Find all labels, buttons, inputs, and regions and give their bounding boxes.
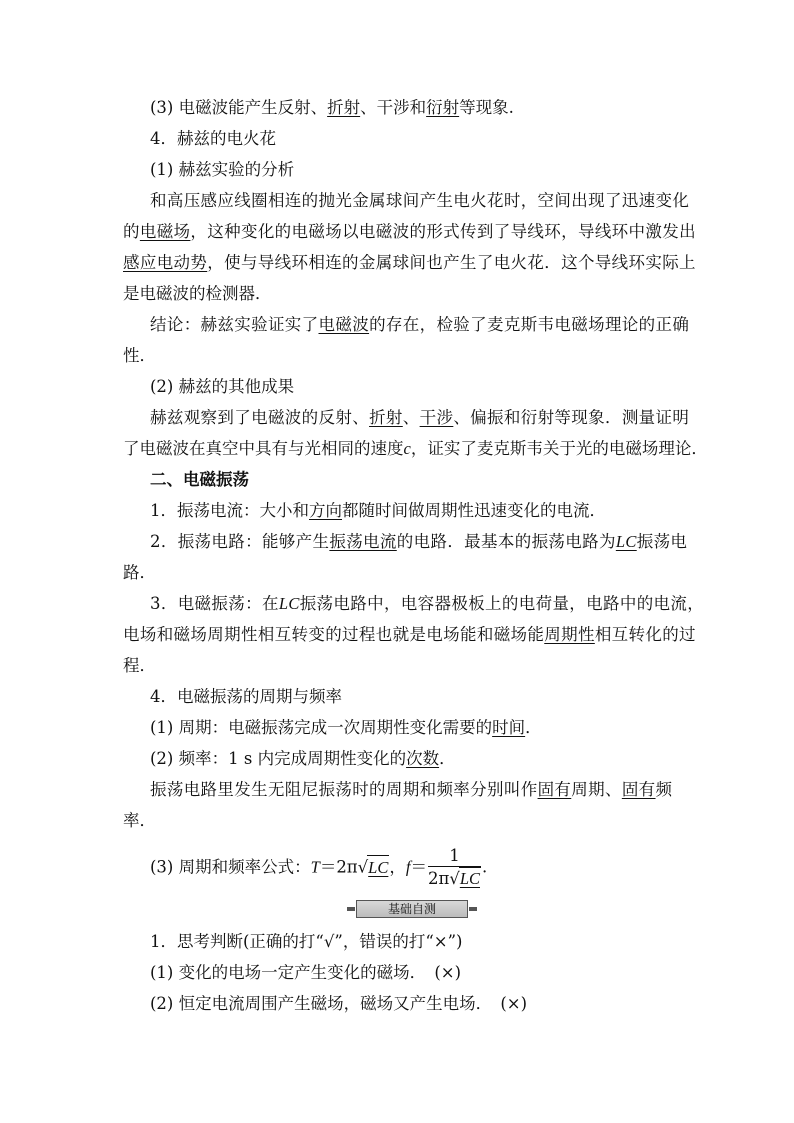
paragraph-line: 是电磁波的检测器． <box>123 284 272 303</box>
frequency-fraction: $\frac{1}{2\pi√LC}$ <box>427 846 480 888</box>
heading-hertz-spark: 4．赫兹的电火花 <box>150 129 276 148</box>
section-heading-em-oscillation: 二、电磁振荡 <box>150 470 249 489</box>
sqrt-icon: √ <box>449 869 460 888</box>
paragraph-line: 电场和磁场周期性相互转变的过程也就是电场能和磁场能周期性相互转化的过 <box>123 625 696 644</box>
blank-natural-2: 固有 <box>621 780 656 799</box>
heading-hertz-experiment: (1) 赫兹实验的分析 <box>150 160 295 179</box>
blank-induced-emf: 感应电动势 <box>123 253 208 272</box>
question-heading: 1．思考判断(正确的打“√”，错误的打“×”) <box>150 932 463 951</box>
definition-frequency: (2) 频率：1 s 内完成周期性变化的次数． <box>150 749 456 768</box>
paragraph-line: 赫兹观察到了电磁波的反射、折射、干涉、偏振和衍射等现象．测量证明 <box>150 408 690 427</box>
paragraph-line: 性． <box>123 346 156 365</box>
question-item-1: (1) 变化的电场一定产生变化的磁场． (×) <box>150 963 462 982</box>
blank-natural-1: 固有 <box>537 780 572 799</box>
blank-refraction: 折射 <box>327 98 361 117</box>
paragraph-line: 的电磁场，这种变化的电磁场以电磁波的形式传到了导线环，导线环中激发出 <box>123 222 696 241</box>
paragraph-line: 振荡电路里发生无阻尼振荡时的周期和频率分别叫作固有周期、固有频 <box>150 780 673 799</box>
paragraph-line: 感应电动势，使与导线环相连的金属球间也产生了电火花．这个导线环实际上 <box>123 253 696 272</box>
blank-em-wave: 电磁波 <box>318 315 370 334</box>
blank-oscillating-current: 振荡电流 <box>329 532 397 551</box>
paragraph-line: 率． <box>123 811 156 830</box>
blank-direction: 方向 <box>309 501 342 520</box>
paragraph-line: 了电磁波在真空中具有与光相同的速度c，证实了麦克斯韦关于光的电磁场理论． <box>123 439 708 458</box>
heading-hertz-other: (2) 赫兹的其他成果 <box>150 377 295 396</box>
definition-line: 3．电磁振荡：在LC振荡电路中，电容器极板上的电荷量，电路中的电流， <box>150 594 705 613</box>
paragraph-line: 程． <box>123 656 156 675</box>
section-badge-self-test: 基础自测 <box>356 900 468 918</box>
definition-period: (1) 周期：电磁振荡完成一次周期性变化需要的时间． <box>150 718 542 737</box>
blank-interference: 干涉 <box>419 408 454 427</box>
definition-line: 2．振荡电路：能够产生振荡电流的电路．最基本的振荡电路为LC振荡电 <box>150 532 688 551</box>
line-reflection-refraction: (3) 电磁波能产生反射、折射、干涉和衍射等现象. <box>150 98 514 117</box>
question-item-2: (2) 恒定电流周围产生磁场，磁场又产生电场． (×) <box>150 994 528 1013</box>
blank-time: 时间 <box>492 718 526 737</box>
heading-period-frequency: 4．电磁振荡的周期与频率 <box>150 687 342 706</box>
definition-line: 1．振荡电流：大小和方向都随时间做周期性迅速变化的电流． <box>150 501 606 520</box>
sqrt-icon: √ <box>357 857 369 877</box>
blank-periodic: 周期性 <box>544 625 595 644</box>
paragraph-line: 路． <box>123 563 156 582</box>
paragraph-line: 和高压感应线圈相连的抛光金属球间产生电火花时，空间出现了迅速变化 <box>150 191 690 210</box>
blank-count: 次数 <box>406 749 440 768</box>
formula-line: (3) 周期和频率公式：T＝2π√LC，f＝ $\frac{1}{2\pi√LC}$ . <box>150 846 488 888</box>
blank-lc: LC <box>615 532 637 551</box>
conclusion-line: 结论：赫兹实验证实了电磁波的存在，检验了麦克斯韦电磁场理论的正确 <box>150 315 690 334</box>
blank-em-field: 电磁场 <box>139 222 191 241</box>
blank-diffraction: 衍射 <box>426 98 460 117</box>
blank-refraction-2: 折射 <box>369 408 403 427</box>
